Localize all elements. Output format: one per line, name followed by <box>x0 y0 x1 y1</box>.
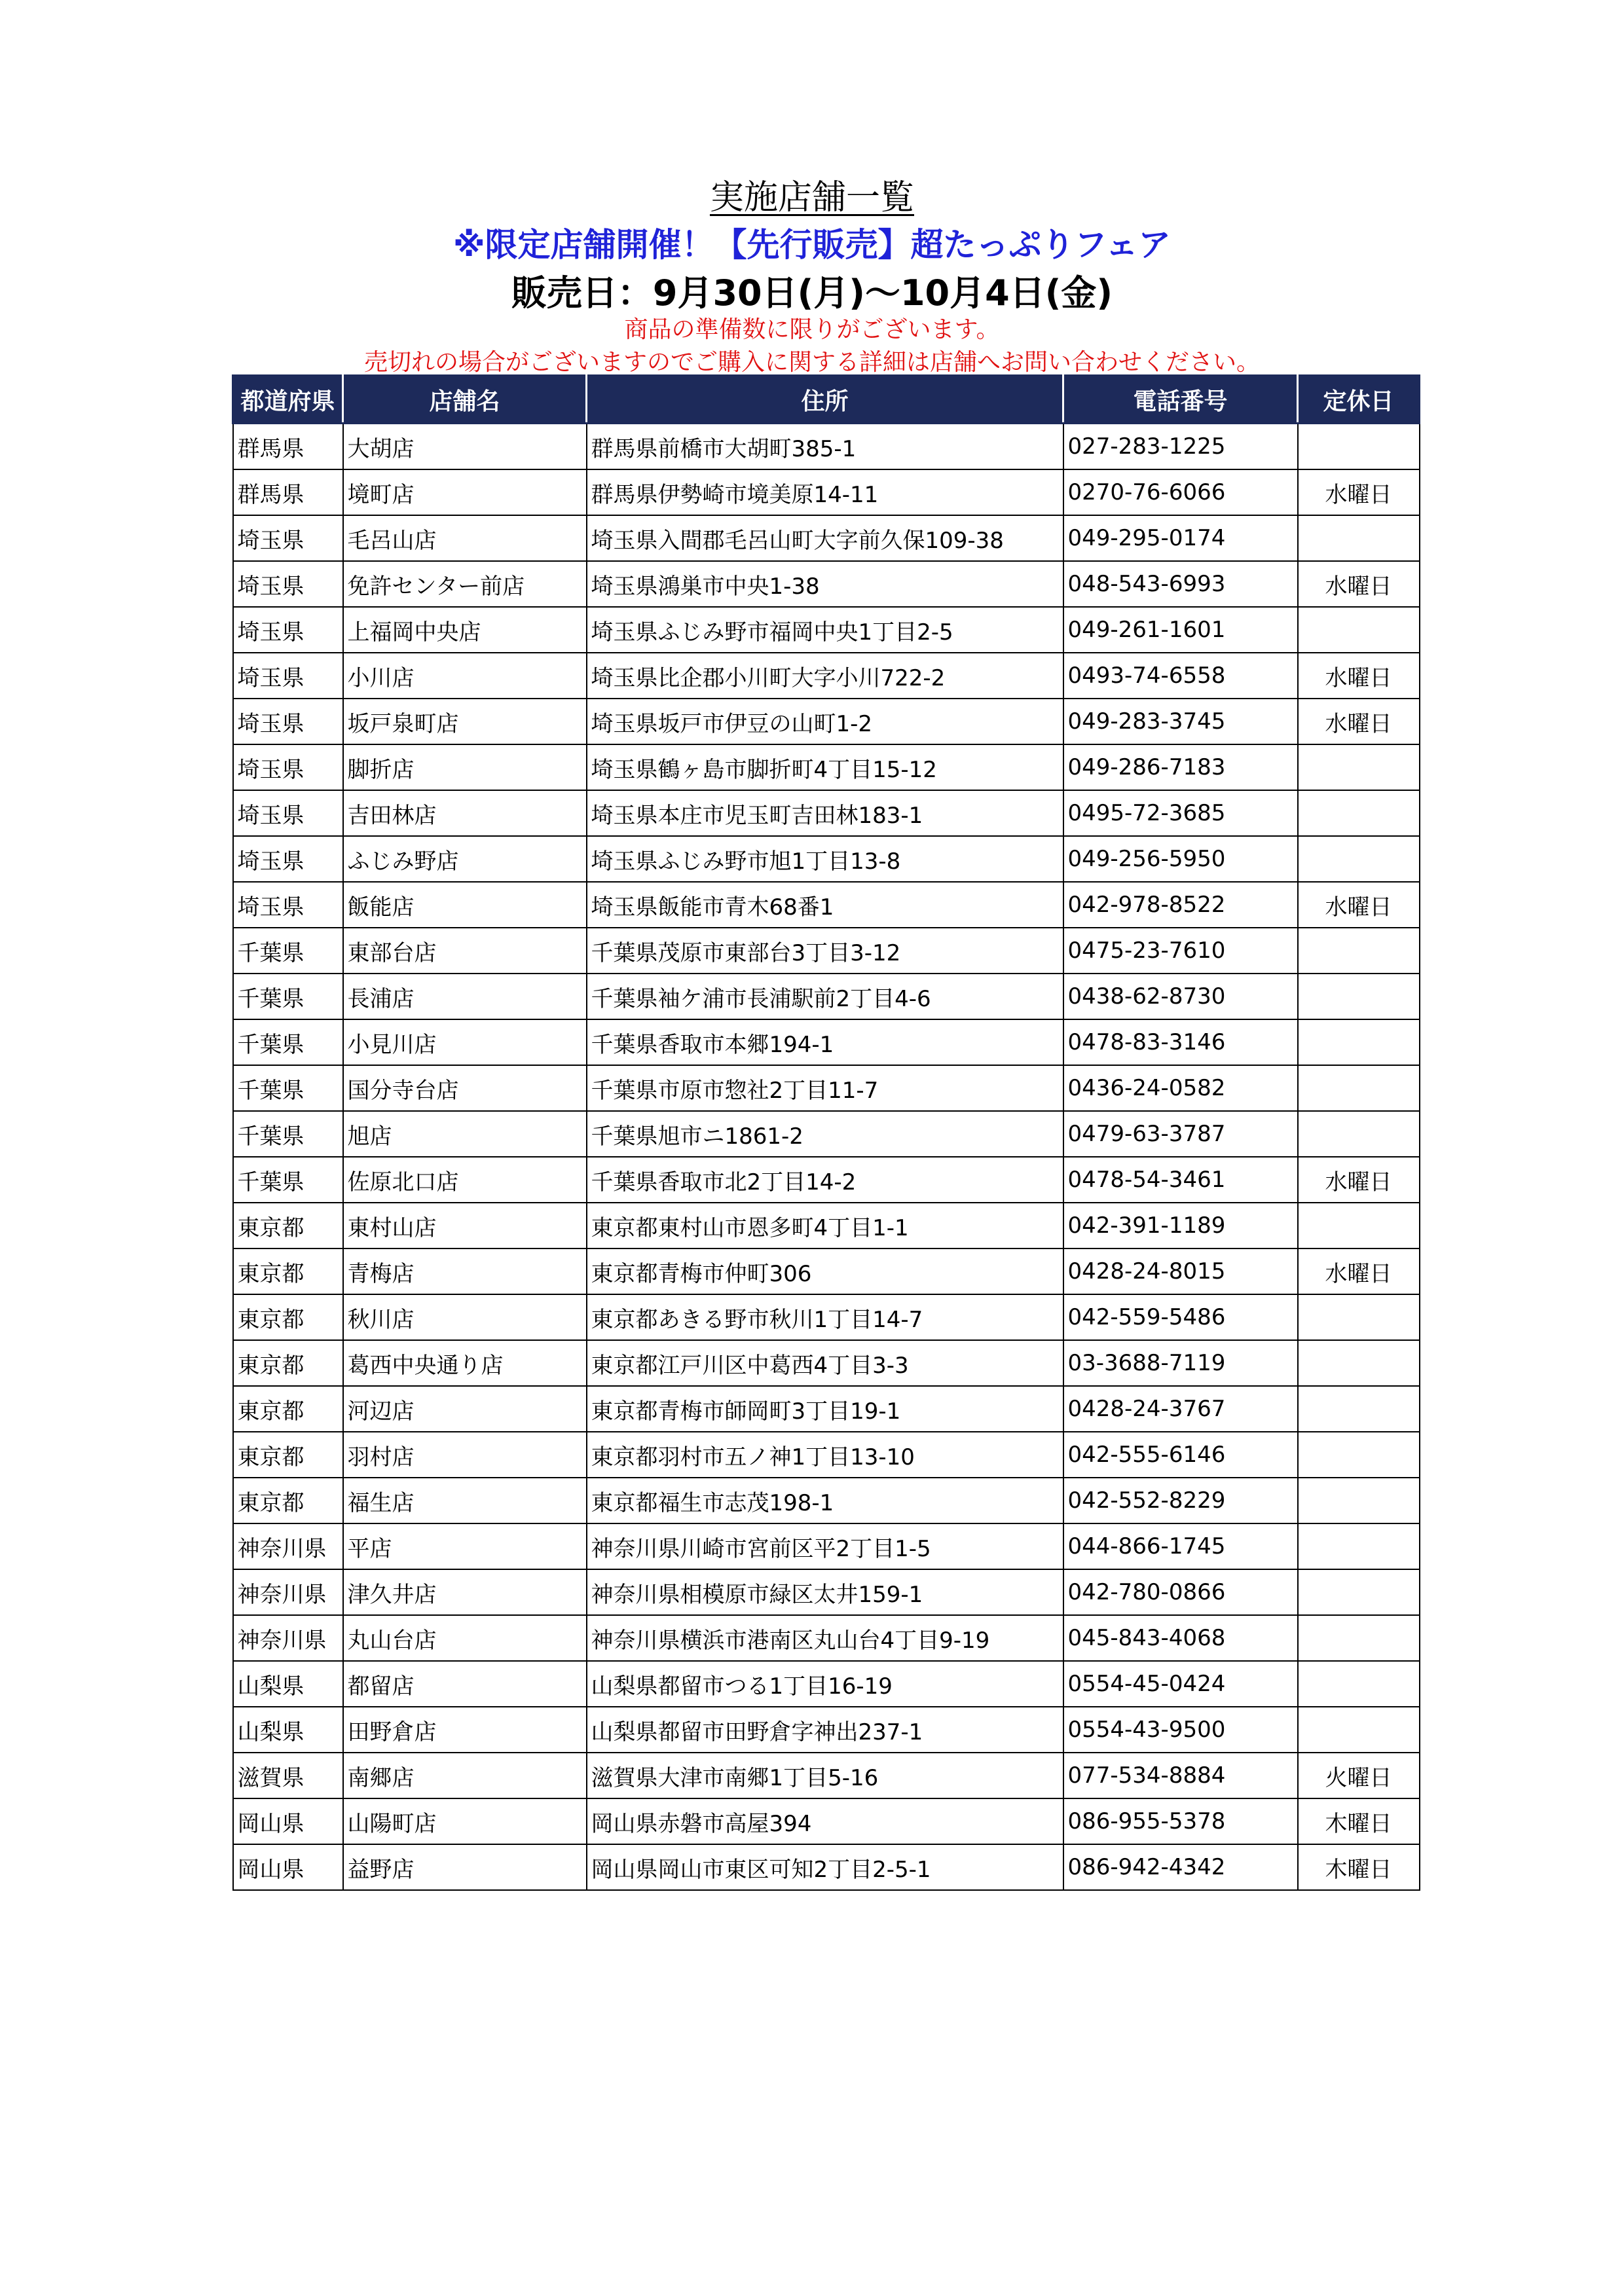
table-row <box>233 1065 1420 1111</box>
cell-phone: 042-555-6146 <box>1063 1432 1298 1478</box>
cell-store-name: 都留店 <box>343 1661 587 1707</box>
cell-phone: 0493-74-6558 <box>1063 653 1298 699</box>
cell-prefecture: 山梨県 <box>233 1707 343 1753</box>
cell-store-name: 佐原北口店 <box>343 1157 587 1203</box>
cell-phone: 042-559-5486 <box>1063 1294 1298 1340</box>
cell-store-name: 益野店 <box>343 1844 587 1890</box>
cell-closed-day <box>1298 974 1420 1019</box>
cell-phone: 0428-24-3767 <box>1063 1386 1298 1432</box>
table-row <box>233 1707 1420 1753</box>
cell-phone: 086-942-4342 <box>1063 1844 1298 1890</box>
cell-store-name: 福生店 <box>343 1478 587 1523</box>
cell-prefecture: 埼玉県 <box>233 790 343 836</box>
cell-closed-day <box>1298 1340 1420 1386</box>
cell-prefecture: 東京都 <box>233 1248 343 1294</box>
cell-closed-day <box>1298 1019 1420 1065</box>
cell-prefecture: 滋賀県 <box>233 1753 343 1798</box>
cell-prefecture: 埼玉県 <box>233 836 343 882</box>
cell-phone: 0436-24-0582 <box>1063 1065 1298 1111</box>
cell-store-name: 国分寺台店 <box>343 1065 587 1111</box>
cell-closed-day <box>1298 1294 1420 1340</box>
cell-address: 千葉県香取市北2丁目14-2 <box>587 1157 1063 1203</box>
cell-address: 埼玉県本庄市児玉町吉田林183-1 <box>587 790 1063 836</box>
cell-prefecture: 埼玉県 <box>233 515 343 561</box>
cell-phone: 0475-23-7610 <box>1063 928 1298 974</box>
cell-phone: 042-780-0866 <box>1063 1569 1298 1615</box>
cell-closed-day: 水曜日 <box>1298 1157 1420 1203</box>
cell-phone: 048-543-6993 <box>1063 561 1298 607</box>
table-row <box>233 1432 1420 1478</box>
cell-closed-day <box>1298 1661 1420 1707</box>
cell-phone: 0438-62-8730 <box>1063 974 1298 1019</box>
cell-prefecture: 群馬県 <box>233 469 343 515</box>
cell-phone: 0428-24-8015 <box>1063 1248 1298 1294</box>
cell-store-name: 脚折店 <box>343 744 587 790</box>
table-row <box>233 424 1420 470</box>
cell-closed-day: 水曜日 <box>1298 561 1420 607</box>
cell-store-name: 坂戸泉町店 <box>343 699 587 744</box>
cell-address: 神奈川県相模原市緑区太井159-1 <box>587 1569 1063 1615</box>
sold-out-notice: 売切れの場合がございますのでご購入に関する詳細は店舗へお問い合わせください。 <box>363 349 1260 376</box>
table-row <box>233 1340 1420 1386</box>
cell-phone: 027-283-1225 <box>1063 424 1298 470</box>
cell-address: 東京都東村山市恩多町4丁目1-1 <box>587 1203 1063 1248</box>
cell-prefecture: 埼玉県 <box>233 561 343 607</box>
table-row <box>233 699 1420 744</box>
table-row <box>233 1523 1420 1569</box>
table-row <box>233 653 1420 699</box>
cell-store-name: 南郷店 <box>343 1753 587 1798</box>
cell-store-name: 山陽町店 <box>343 1798 587 1844</box>
cell-address: 埼玉県鶴ヶ島市脚折町4丁目15-12 <box>587 744 1063 790</box>
cell-phone: 049-286-7183 <box>1063 744 1298 790</box>
cell-phone: 0270-76-6066 <box>1063 469 1298 515</box>
cell-prefecture: 東京都 <box>233 1203 343 1248</box>
cell-prefecture: 千葉県 <box>233 928 343 974</box>
cell-prefecture: 神奈川県 <box>233 1523 343 1569</box>
table-row <box>233 1798 1420 1844</box>
table-row <box>233 1569 1420 1615</box>
cell-store-name: 飯能店 <box>343 882 587 928</box>
cell-closed-day <box>1298 1432 1420 1478</box>
cell-store-name: 羽村店 <box>343 1432 587 1478</box>
cell-prefecture: 山梨県 <box>233 1661 343 1707</box>
table-row <box>233 1157 1420 1203</box>
cell-address: 山梨県都留市つる1丁目16-19 <box>587 1661 1063 1707</box>
cell-prefecture: 岡山県 <box>233 1798 343 1844</box>
cell-store-name: 葛西中央通り店 <box>343 1340 587 1386</box>
cell-prefecture: 千葉県 <box>233 974 343 1019</box>
cell-prefecture: 岡山県 <box>233 1844 343 1890</box>
cell-address: 岡山県赤磐市高屋394 <box>587 1798 1063 1844</box>
cell-closed-day <box>1298 790 1420 836</box>
cell-phone: 049-283-3745 <box>1063 699 1298 744</box>
cell-phone: 049-295-0174 <box>1063 515 1298 561</box>
cell-prefecture: 東京都 <box>233 1432 343 1478</box>
cell-store-name: 大胡店 <box>343 424 587 470</box>
cell-phone: 0478-83-3146 <box>1063 1019 1298 1065</box>
cell-closed-day <box>1298 1386 1420 1432</box>
table-row <box>233 1844 1420 1890</box>
cell-address: 東京都羽村市五ノ神1丁目13-10 <box>587 1432 1063 1478</box>
column-header-phone: 電話番号 <box>1063 376 1298 424</box>
cell-closed-day <box>1298 607 1420 653</box>
cell-address: 東京都福生市志茂198-1 <box>587 1478 1063 1523</box>
cell-address: 東京都あきる野市秋川1丁目14-7 <box>587 1294 1063 1340</box>
cell-address: 東京都江戸川区中葛西4丁目3-3 <box>587 1340 1063 1386</box>
cell-store-name: 旭店 <box>343 1111 587 1157</box>
column-header-prefecture: 都道府県 <box>233 376 343 424</box>
cell-phone: 042-978-8522 <box>1063 882 1298 928</box>
cell-closed-day <box>1298 928 1420 974</box>
cell-address: 千葉県市原市惣社2丁目11-7 <box>587 1065 1063 1111</box>
table-row <box>233 744 1420 790</box>
cell-prefecture: 東京都 <box>233 1294 343 1340</box>
cell-address: 埼玉県坂戸市伊豆の山町1-2 <box>587 699 1063 744</box>
cell-phone: 0479-63-3787 <box>1063 1111 1298 1157</box>
cell-address: 千葉県袖ケ浦市長浦駅前2丁目4-6 <box>587 974 1063 1019</box>
cell-closed-day <box>1298 1111 1420 1157</box>
cell-prefecture: 埼玉県 <box>233 607 343 653</box>
table-row <box>233 1753 1420 1798</box>
cell-store-name: 丸山台店 <box>343 1615 587 1661</box>
table-row <box>233 1019 1420 1065</box>
cell-address: 東京都青梅市師岡町3丁目19-1 <box>587 1386 1063 1432</box>
table-row <box>233 974 1420 1019</box>
cell-address: 岡山県岡山市東区可知2丁目2-5-1 <box>587 1844 1063 1890</box>
table-row <box>233 561 1420 607</box>
cell-address: 群馬県伊勢崎市境美原14-11 <box>587 469 1063 515</box>
table-row <box>233 1203 1420 1248</box>
cell-store-name: 田野倉店 <box>343 1707 587 1753</box>
cell-closed-day <box>1298 1707 1420 1753</box>
table-header-row <box>233 376 1420 424</box>
cell-prefecture: 千葉県 <box>233 1157 343 1203</box>
cell-store-name: 小見川店 <box>343 1019 587 1065</box>
cell-closed-day <box>1298 1203 1420 1248</box>
cell-phone: 042-552-8229 <box>1063 1478 1298 1523</box>
table-row <box>233 1386 1420 1432</box>
table-row <box>233 515 1420 561</box>
cell-prefecture: 埼玉県 <box>233 882 343 928</box>
cell-prefecture: 千葉県 <box>233 1065 343 1111</box>
cell-store-name: 吉田林店 <box>343 790 587 836</box>
cell-prefecture: 埼玉県 <box>233 653 343 699</box>
cell-closed-day: 火曜日 <box>1298 1753 1420 1798</box>
cell-phone: 045-843-4068 <box>1063 1615 1298 1661</box>
page-title-text: 実施店舗一覧 <box>709 178 914 217</box>
cell-address: 千葉県旭市ニ1861-2 <box>587 1111 1063 1157</box>
cell-closed-day <box>1298 1615 1420 1661</box>
cell-phone: 03-3688-7119 <box>1063 1340 1298 1386</box>
cell-address: 千葉県香取市本郷194-1 <box>587 1019 1063 1065</box>
cell-address: 山梨県都留市田野倉字神出237-1 <box>587 1707 1063 1753</box>
cell-store-name: 免許センター前店 <box>343 561 587 607</box>
cell-prefecture: 東京都 <box>233 1386 343 1432</box>
cell-address: 東京都青梅市仲町306 <box>587 1248 1063 1294</box>
cell-store-name: ふじみ野店 <box>343 836 587 882</box>
cell-closed-day <box>1298 1523 1420 1569</box>
cell-closed-day <box>1298 515 1420 561</box>
cell-closed-day: 木曜日 <box>1298 1798 1420 1844</box>
cell-closed-day: 水曜日 <box>1298 653 1420 699</box>
cell-address: 埼玉県ふじみ野市旭1丁目13-8 <box>587 836 1063 882</box>
cell-store-name: 上福岡中央店 <box>343 607 587 653</box>
cell-closed-day: 木曜日 <box>1298 1844 1420 1890</box>
cell-address: 埼玉県鴻巣市中央1-38 <box>587 561 1063 607</box>
table-row <box>233 1661 1420 1707</box>
page-title <box>0 172 1624 224</box>
cell-phone: 077-534-8884 <box>1063 1753 1298 1798</box>
column-header-address: 住所 <box>587 376 1063 424</box>
cell-phone: 0478-54-3461 <box>1063 1157 1298 1203</box>
campaign-subtitle: ※限定店舗開催！【先行販売】超たっぷりフェア <box>452 226 1172 264</box>
table-row <box>233 469 1420 515</box>
table-row <box>233 928 1420 974</box>
cell-address: 神奈川県横浜市港南区丸山台4丁目9-19 <box>587 1615 1063 1661</box>
table-row <box>233 1294 1420 1340</box>
table-row <box>233 836 1420 882</box>
table-row <box>233 607 1420 653</box>
cell-prefecture: 千葉県 <box>233 1019 343 1065</box>
cell-closed-day <box>1298 1478 1420 1523</box>
cell-closed-day <box>1298 1569 1420 1615</box>
table-row <box>233 1478 1420 1523</box>
cell-store-name: 河辺店 <box>343 1386 587 1432</box>
cell-phone: 0495-72-3685 <box>1063 790 1298 836</box>
cell-address: 埼玉県ふじみ野市福岡中央1丁目2-5 <box>587 607 1063 653</box>
cell-phone: 0554-45-0424 <box>1063 1661 1298 1707</box>
store-table-body <box>233 424 1420 1891</box>
store-table <box>232 374 1420 1891</box>
cell-phone: 049-261-1601 <box>1063 607 1298 653</box>
cell-address: 群馬県前橋市大胡町385-1 <box>587 424 1063 470</box>
cell-prefecture: 東京都 <box>233 1340 343 1386</box>
cell-closed-day: 水曜日 <box>1298 699 1420 744</box>
cell-phone: 086-955-5378 <box>1063 1798 1298 1844</box>
cell-store-name: 秋川店 <box>343 1294 587 1340</box>
cell-store-name: 平店 <box>343 1523 587 1569</box>
cell-store-name: 小川店 <box>343 653 587 699</box>
table-row <box>233 1111 1420 1157</box>
cell-phone: 044-866-1745 <box>1063 1523 1298 1569</box>
cell-prefecture: 東京都 <box>233 1478 343 1523</box>
cell-phone: 0554-43-9500 <box>1063 1707 1298 1753</box>
cell-closed-day: 水曜日 <box>1298 469 1420 515</box>
cell-closed-day <box>1298 836 1420 882</box>
cell-store-name: 長浦店 <box>343 974 587 1019</box>
cell-closed-day <box>1298 744 1420 790</box>
cell-address: 滋賀県大津市南郷1丁目5-16 <box>587 1753 1063 1798</box>
cell-phone: 042-391-1189 <box>1063 1203 1298 1248</box>
cell-address: 千葉県茂原市東部台3丁目3-12 <box>587 928 1063 974</box>
sale-dates: 販売日：9月30日(月)～10月4日(金) <box>511 272 1113 314</box>
cell-prefecture: 神奈川県 <box>233 1569 343 1615</box>
cell-address: 埼玉県飯能市青木68番1 <box>587 882 1063 928</box>
cell-phone: 049-256-5950 <box>1063 836 1298 882</box>
cell-store-name: 青梅店 <box>343 1248 587 1294</box>
cell-store-name: 境町店 <box>343 469 587 515</box>
cell-store-name: 東村山店 <box>343 1203 587 1248</box>
cell-prefecture: 神奈川県 <box>233 1615 343 1661</box>
cell-store-name: 東部台店 <box>343 928 587 974</box>
column-header-store: 店舗名 <box>343 376 587 424</box>
cell-address: 埼玉県比企郡小川町大字小川722-2 <box>587 653 1063 699</box>
table-row <box>233 1615 1420 1661</box>
column-header-closed: 定休日 <box>1298 376 1420 424</box>
cell-closed-day <box>1298 1065 1420 1111</box>
cell-store-name: 毛呂山店 <box>343 515 587 561</box>
table-row <box>233 882 1420 928</box>
cell-closed-day: 水曜日 <box>1298 882 1420 928</box>
cell-closed-day <box>1298 424 1420 470</box>
cell-prefecture: 千葉県 <box>233 1111 343 1157</box>
cell-address: 埼玉県入間郡毛呂山町大字前久保109-38 <box>587 515 1063 561</box>
stock-notice: 商品の準備数に限りがございます。 <box>624 316 1000 343</box>
cell-prefecture: 埼玉県 <box>233 744 343 790</box>
cell-store-name: 津久井店 <box>343 1569 587 1615</box>
cell-prefecture: 埼玉県 <box>233 699 343 744</box>
table-row <box>233 790 1420 836</box>
cell-prefecture: 群馬県 <box>233 424 343 470</box>
table-row <box>233 1248 1420 1294</box>
cell-address: 神奈川県川崎市宮前区平2丁目1-5 <box>587 1523 1063 1569</box>
cell-closed-day: 水曜日 <box>1298 1248 1420 1294</box>
